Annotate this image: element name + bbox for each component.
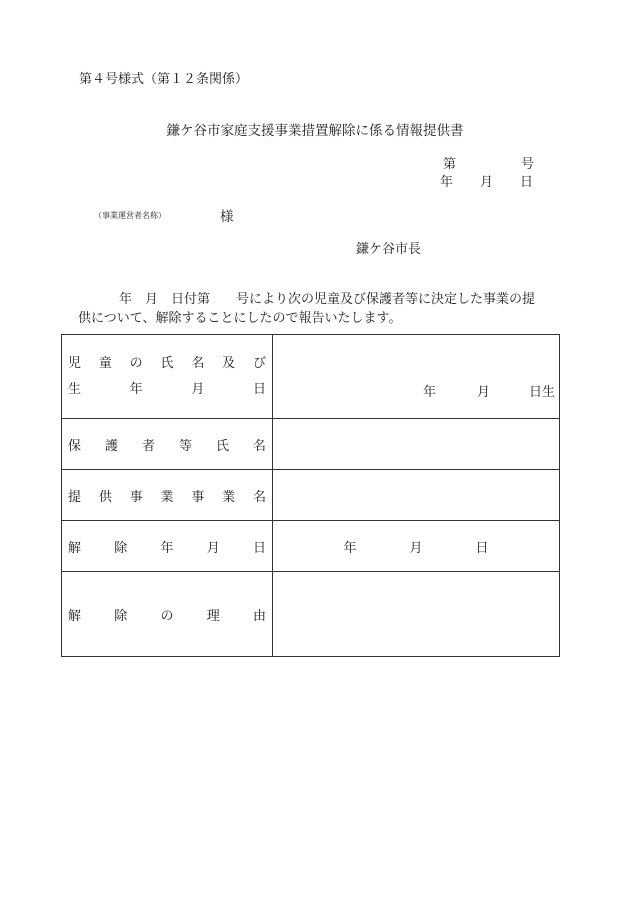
- cancel-date-label-char: 除: [114, 540, 128, 556]
- cancel-reason-label-char: 除: [114, 608, 128, 624]
- info-table: [61, 334, 560, 657]
- guardian-label-char: 保: [68, 438, 82, 454]
- service-label-char: 業: [222, 489, 236, 505]
- child-name-label-char: 童: [98, 355, 112, 371]
- doc-date-month: 月: [480, 175, 494, 190]
- doc-number-go: 号: [521, 157, 535, 172]
- document-number: [443, 153, 534, 172]
- value-cancel-reason: [273, 572, 560, 657]
- service-label-char: 供: [98, 489, 112, 505]
- cancel-reason-label-char: の: [160, 608, 174, 624]
- doc-date-day: 日: [520, 175, 534, 190]
- cancel-date-label-char: 解: [68, 540, 82, 556]
- guardian-label-char: 護: [104, 438, 118, 454]
- birth-year: 年: [422, 385, 436, 400]
- recipient-suffix: 様: [220, 209, 234, 225]
- birth-date-label-char: 日: [252, 381, 266, 397]
- child-name-label-char: の: [129, 355, 143, 371]
- label-service-name: [62, 470, 273, 521]
- service-label-char: 業: [160, 489, 174, 505]
- birth-date-label-char: 年: [129, 381, 143, 397]
- child-name-label-char: 氏: [160, 355, 174, 371]
- table-row-child-name: [62, 335, 560, 419]
- service-label-char: 事: [129, 489, 143, 505]
- label-child-name: [68, 351, 266, 377]
- birth-month: 月: [476, 385, 490, 400]
- child-name-label-char: 及: [222, 355, 236, 371]
- table-row-cancel-date: [62, 521, 560, 572]
- recipient-label: （事業運営者名称）: [94, 211, 166, 220]
- cancel-date-label-char: 日: [252, 540, 266, 556]
- value-service-name: [273, 470, 560, 521]
- child-name-label-char: 名: [191, 355, 205, 371]
- child-name-label-char: 児: [68, 355, 82, 371]
- cancel-reason-label-char: 由: [252, 608, 266, 624]
- birth-date-label-char: 生: [68, 381, 82, 397]
- table-row-service: [62, 470, 560, 521]
- guardian-label-char: 氏: [215, 438, 229, 454]
- cancel-date-label-char: 年: [160, 540, 174, 556]
- label-child-name-birth: [62, 335, 273, 419]
- cancel-reason-label-char: 理: [206, 608, 220, 624]
- cancel-day: 日: [475, 540, 489, 556]
- label-guardian-name: [62, 419, 273, 470]
- cancel-reason-label-char: 解: [68, 608, 82, 624]
- table-row-guardian: [62, 419, 560, 470]
- label-birth-date: [68, 377, 266, 403]
- body-line-1: 年 月 日付第 号により次の児童及び保護者等に決定した事業の提: [119, 292, 536, 307]
- table-row-cancel-reason: [62, 572, 560, 657]
- sender-name: 鎌ケ谷市長: [356, 242, 422, 257]
- doc-number-dai: 第: [443, 157, 457, 172]
- value-cancel-date: [273, 521, 560, 572]
- label-cancel-date: [62, 521, 273, 572]
- body-text: [78, 290, 558, 328]
- service-label-char: 提: [68, 489, 82, 505]
- cancel-date-label-char: 月: [206, 540, 220, 556]
- body-line-2: 供について、解除することにしたので報告いたします。: [78, 311, 402, 326]
- guardian-label-char: 名: [252, 438, 266, 454]
- document-title: 鎌ケ谷市家庭支援事業措置解除に係る情報提供書: [166, 123, 464, 139]
- value-child-birth: [273, 335, 560, 419]
- guardian-label-char: 者: [141, 438, 155, 454]
- document-date: [440, 171, 533, 190]
- guardian-label-char: 等: [178, 438, 192, 454]
- birth-date-label-char: 月: [191, 381, 205, 397]
- cancel-year: 年: [343, 540, 357, 556]
- value-guardian-name: [273, 419, 560, 470]
- form-number: 第４号様式（第１２条関係）: [79, 72, 249, 87]
- service-label-char: 名: [252, 489, 266, 505]
- service-label-char: 事: [191, 489, 205, 505]
- birth-day: 日生: [528, 385, 555, 400]
- cancel-month: 月: [409, 540, 423, 556]
- label-cancel-reason: [62, 572, 273, 657]
- child-name-label-char: び: [252, 355, 266, 371]
- doc-date-year: 年: [440, 175, 454, 190]
